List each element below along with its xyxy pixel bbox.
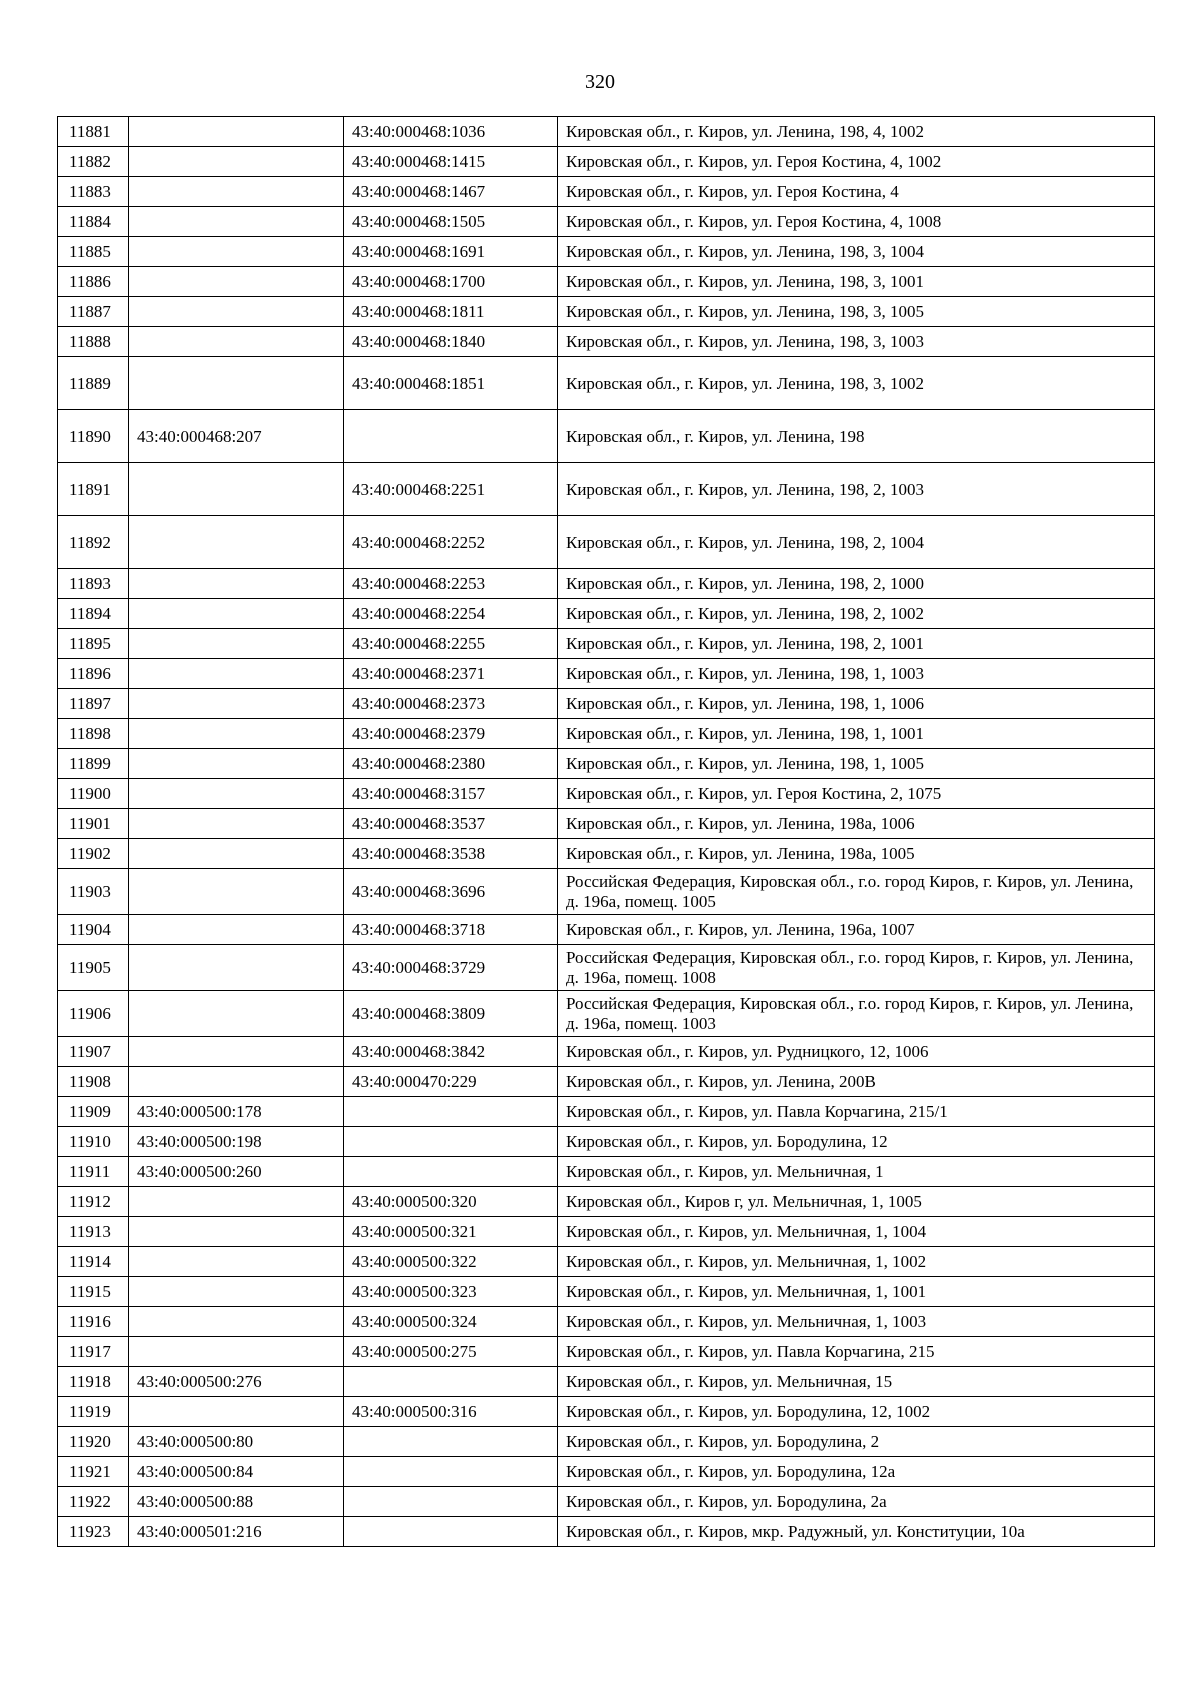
object-cadastral-number-cell bbox=[344, 1457, 558, 1487]
land-cadastral-number-cell bbox=[129, 177, 344, 207]
table-row bbox=[58, 779, 1155, 809]
table-row bbox=[58, 1067, 1155, 1097]
row-number-cell: 11916 bbox=[58, 1307, 129, 1337]
table-row bbox=[58, 689, 1155, 719]
address-cell: Кировская обл., г. Киров, мкр. Радужный, ул. Конституции, 10а bbox=[558, 1517, 1155, 1547]
land-cadastral-number-cell bbox=[129, 1337, 344, 1367]
address-cell: Кировская обл., г. Киров, ул. Ленина, 198, 3, 1005 bbox=[558, 297, 1155, 327]
object-cadastral-number-cell: 43:40:000500:321 bbox=[344, 1217, 558, 1247]
land-cadastral-number-cell bbox=[129, 719, 344, 749]
land-cadastral-number-cell bbox=[129, 1397, 344, 1427]
row-number-cell: 11908 bbox=[58, 1067, 129, 1097]
row-number-cell: 11891 bbox=[58, 463, 129, 516]
table-row bbox=[58, 1487, 1155, 1517]
row-number-cell: 11923 bbox=[58, 1517, 129, 1547]
object-cadastral-number-cell: 43:40:000470:229 bbox=[344, 1067, 558, 1097]
object-cadastral-number-cell bbox=[344, 1487, 558, 1517]
address-cell: Кировская обл., г. Киров, ул. Мельничная, 1 bbox=[558, 1157, 1155, 1187]
land-cadastral-number-cell bbox=[129, 629, 344, 659]
table-row bbox=[58, 1127, 1155, 1157]
address-cell: Кировская обл., г. Киров, ул. Павла Корчагина, 215/1 bbox=[558, 1097, 1155, 1127]
registry-table bbox=[57, 116, 1155, 1547]
table-row bbox=[58, 1217, 1155, 1247]
object-cadastral-number-cell: 43:40:000468:3842 bbox=[344, 1037, 558, 1067]
object-cadastral-number-cell: 43:40:000468:3537 bbox=[344, 809, 558, 839]
table-row bbox=[58, 1277, 1155, 1307]
address-cell: Кировская обл., г. Киров, ул. Героя Костина, 4, 1002 bbox=[558, 147, 1155, 177]
table-row bbox=[58, 719, 1155, 749]
land-cadastral-number-cell: 43:40:000500:198 bbox=[129, 1127, 344, 1157]
table-row bbox=[58, 516, 1155, 569]
table-row bbox=[58, 1457, 1155, 1487]
address-cell: Кировская обл., Киров г, ул. Мельничная, 1, 1005 bbox=[558, 1187, 1155, 1217]
table-row bbox=[58, 1157, 1155, 1187]
address-cell: Кировская обл., г. Киров, ул. Мельничная, 1, 1001 bbox=[558, 1277, 1155, 1307]
object-cadastral-number-cell: 43:40:000468:1467 bbox=[344, 177, 558, 207]
row-number-cell: 11907 bbox=[58, 1037, 129, 1067]
address-cell: Кировская обл., г. Киров, ул. Мельничная, 1, 1002 bbox=[558, 1247, 1155, 1277]
object-cadastral-number-cell: 43:40:000468:2251 bbox=[344, 463, 558, 516]
row-number-cell: 11917 bbox=[58, 1337, 129, 1367]
object-cadastral-number-cell: 43:40:000468:1811 bbox=[344, 297, 558, 327]
row-number-cell: 11882 bbox=[58, 147, 129, 177]
table-row bbox=[58, 945, 1155, 991]
land-cadastral-number-cell: 43:40:000500:88 bbox=[129, 1487, 344, 1517]
address-cell: Кировская обл., г. Киров, ул. Героя Костина, 2, 1075 bbox=[558, 779, 1155, 809]
land-cadastral-number-cell bbox=[129, 779, 344, 809]
table-row bbox=[58, 1307, 1155, 1337]
address-cell: Кировская обл., г. Киров, ул. Ленина, 198а, 1006 bbox=[558, 809, 1155, 839]
table-row bbox=[58, 410, 1155, 463]
table-row bbox=[58, 915, 1155, 945]
land-cadastral-number-cell bbox=[129, 147, 344, 177]
address-cell: Кировская обл., г. Киров, ул. Ленина, 198, 2, 1004 bbox=[558, 516, 1155, 569]
land-cadastral-number-cell: 43:40:000500:84 bbox=[129, 1457, 344, 1487]
row-number-cell: 11905 bbox=[58, 945, 129, 991]
object-cadastral-number-cell: 43:40:000468:1415 bbox=[344, 147, 558, 177]
table-row bbox=[58, 1187, 1155, 1217]
address-cell: Кировская обл., г. Киров, ул. Ленина, 196а, 1007 bbox=[558, 915, 1155, 945]
object-cadastral-number-cell: 43:40:000500:322 bbox=[344, 1247, 558, 1277]
address-cell: Кировская обл., г. Киров, ул. Ленина, 198, 1, 1001 bbox=[558, 719, 1155, 749]
table-row bbox=[58, 659, 1155, 689]
row-number-cell: 11901 bbox=[58, 809, 129, 839]
address-cell: Кировская обл., г. Киров, ул. Ленина, 198, 3, 1003 bbox=[558, 327, 1155, 357]
row-number-cell: 11920 bbox=[58, 1427, 129, 1457]
object-cadastral-number-cell: 43:40:000500:323 bbox=[344, 1277, 558, 1307]
row-number-cell: 11909 bbox=[58, 1097, 129, 1127]
row-number-cell: 11900 bbox=[58, 779, 129, 809]
table-row bbox=[58, 991, 1155, 1037]
table-row bbox=[58, 1337, 1155, 1367]
land-cadastral-number-cell bbox=[129, 1247, 344, 1277]
land-cadastral-number-cell bbox=[129, 516, 344, 569]
address-cell: Кировская обл., г. Киров, ул. Бородулина, 12 bbox=[558, 1127, 1155, 1157]
page-number: 320 bbox=[585, 71, 615, 93]
land-cadastral-number-cell bbox=[129, 749, 344, 779]
land-cadastral-number-cell: 43:40:000468:207 bbox=[129, 410, 344, 463]
table-row bbox=[58, 869, 1155, 915]
table-row bbox=[58, 1367, 1155, 1397]
row-number-cell: 11906 bbox=[58, 991, 129, 1037]
row-number-cell: 11915 bbox=[58, 1277, 129, 1307]
land-cadastral-number-cell bbox=[129, 357, 344, 410]
address-cell: Кировская обл., г. Киров, ул. Ленина, 198, 4, 1002 bbox=[558, 117, 1155, 147]
object-cadastral-number-cell bbox=[344, 1127, 558, 1157]
land-cadastral-number-cell bbox=[129, 659, 344, 689]
row-number-cell: 11884 bbox=[58, 207, 129, 237]
row-number-cell: 11902 bbox=[58, 839, 129, 869]
row-number-cell: 11918 bbox=[58, 1367, 129, 1397]
land-cadastral-number-cell bbox=[129, 945, 344, 991]
land-cadastral-number-cell bbox=[129, 1277, 344, 1307]
row-number-cell: 11914 bbox=[58, 1247, 129, 1277]
address-cell: Российская Федерация, Кировская обл., г.о. город Киров, г. Киров, ул. Ленина, д. 196а, помещ. 1008 bbox=[558, 945, 1155, 991]
address-cell: Кировская обл., г. Киров, ул. Ленина, 198, 2, 1003 bbox=[558, 463, 1155, 516]
object-cadastral-number-cell: 43:40:000468:3718 bbox=[344, 915, 558, 945]
address-cell: Российская Федерация, Кировская обл., г.о. город Киров, г. Киров, ул. Ленина, д. 196а, помещ. 1003 bbox=[558, 991, 1155, 1037]
row-number-cell: 11919 bbox=[58, 1397, 129, 1427]
land-cadastral-number-cell bbox=[129, 237, 344, 267]
land-cadastral-number-cell bbox=[129, 297, 344, 327]
row-number-cell: 11895 bbox=[58, 629, 129, 659]
address-cell: Кировская обл., г. Киров, ул. Ленина, 198, 3, 1002 bbox=[558, 357, 1155, 410]
table-row bbox=[58, 357, 1155, 410]
row-number-cell: 11910 bbox=[58, 1127, 129, 1157]
object-cadastral-number-cell: 43:40:000500:316 bbox=[344, 1397, 558, 1427]
address-cell: Кировская обл., г. Киров, ул. Ленина, 198а, 1005 bbox=[558, 839, 1155, 869]
address-cell: Кировская обл., г. Киров, ул. Героя Костина, 4, 1008 bbox=[558, 207, 1155, 237]
row-number-cell: 11921 bbox=[58, 1457, 129, 1487]
object-cadastral-number-cell: 43:40:000468:2373 bbox=[344, 689, 558, 719]
object-cadastral-number-cell: 43:40:000468:1036 bbox=[344, 117, 558, 147]
row-number-cell: 11889 bbox=[58, 357, 129, 410]
address-cell: Кировская обл., г. Киров, ул. Ленина, 198, 2, 1000 bbox=[558, 569, 1155, 599]
row-number-cell: 11911 bbox=[58, 1157, 129, 1187]
table-row bbox=[58, 267, 1155, 297]
object-cadastral-number-cell: 43:40:000468:1700 bbox=[344, 267, 558, 297]
row-number-cell: 11894 bbox=[58, 599, 129, 629]
land-cadastral-number-cell bbox=[129, 1217, 344, 1247]
land-cadastral-number-cell bbox=[129, 267, 344, 297]
table-row bbox=[58, 1037, 1155, 1067]
land-cadastral-number-cell bbox=[129, 207, 344, 237]
row-number-cell: 11898 bbox=[58, 719, 129, 749]
address-cell: Кировская обл., г. Киров, ул. Ленина, 198, 2, 1001 bbox=[558, 629, 1155, 659]
row-number-cell: 11903 bbox=[58, 869, 129, 915]
table-row bbox=[58, 147, 1155, 177]
object-cadastral-number-cell: 43:40:000468:2254 bbox=[344, 599, 558, 629]
row-number-cell: 11888 bbox=[58, 327, 129, 357]
land-cadastral-number-cell bbox=[129, 117, 344, 147]
object-cadastral-number-cell: 43:40:000468:3809 bbox=[344, 991, 558, 1037]
table-row bbox=[58, 117, 1155, 147]
land-cadastral-number-cell: 43:40:000500:178 bbox=[129, 1097, 344, 1127]
object-cadastral-number-cell: 43:40:000500:275 bbox=[344, 1337, 558, 1367]
row-number-cell: 11922 bbox=[58, 1487, 129, 1517]
land-cadastral-number-cell bbox=[129, 991, 344, 1037]
object-cadastral-number-cell: 43:40:000468:2371 bbox=[344, 659, 558, 689]
land-cadastral-number-cell bbox=[129, 463, 344, 516]
land-cadastral-number-cell bbox=[129, 569, 344, 599]
object-cadastral-number-cell bbox=[344, 1427, 558, 1457]
object-cadastral-number-cell: 43:40:000468:1505 bbox=[344, 207, 558, 237]
row-number-cell: 11912 bbox=[58, 1187, 129, 1217]
object-cadastral-number-cell: 43:40:000468:1691 bbox=[344, 237, 558, 267]
address-cell: Кировская обл., г. Киров, ул. Ленина, 198, 1, 1003 bbox=[558, 659, 1155, 689]
table-row bbox=[58, 569, 1155, 599]
object-cadastral-number-cell: 43:40:000468:2252 bbox=[344, 516, 558, 569]
land-cadastral-number-cell: 43:40:000500:80 bbox=[129, 1427, 344, 1457]
object-cadastral-number-cell: 43:40:000468:1840 bbox=[344, 327, 558, 357]
row-number-cell: 11913 bbox=[58, 1217, 129, 1247]
row-number-cell: 11886 bbox=[58, 267, 129, 297]
object-cadastral-number-cell bbox=[344, 1097, 558, 1127]
table-row bbox=[58, 629, 1155, 659]
object-cadastral-number-cell: 43:40:000468:2253 bbox=[344, 569, 558, 599]
address-cell: Кировская обл., г. Киров, ул. Мельничная, 1, 1003 bbox=[558, 1307, 1155, 1337]
object-cadastral-number-cell: 43:40:000468:2380 bbox=[344, 749, 558, 779]
address-cell: Кировская обл., г. Киров, ул. Бородулина, 12а bbox=[558, 1457, 1155, 1487]
address-cell: Кировская обл., г. Киров, ул. Бородулина, 12, 1002 bbox=[558, 1397, 1155, 1427]
row-number-cell: 11887 bbox=[58, 297, 129, 327]
land-cadastral-number-cell: 43:40:000500:260 bbox=[129, 1157, 344, 1187]
address-cell: Кировская обл., г. Киров, ул. Героя Костина, 4 bbox=[558, 177, 1155, 207]
address-cell: Кировская обл., г. Киров, ул. Павла Корчагина, 215 bbox=[558, 1337, 1155, 1367]
object-cadastral-number-cell: 43:40:000468:3538 bbox=[344, 839, 558, 869]
table-row bbox=[58, 297, 1155, 327]
land-cadastral-number-cell: 43:40:000500:276 bbox=[129, 1367, 344, 1397]
address-cell: Кировская обл., г. Киров, ул. Бородулина, 2 bbox=[558, 1427, 1155, 1457]
table-row bbox=[58, 1517, 1155, 1547]
land-cadastral-number-cell: 43:40:000501:216 bbox=[129, 1517, 344, 1547]
table-row bbox=[58, 207, 1155, 237]
address-cell: Кировская обл., г. Киров, ул. Ленина, 198 bbox=[558, 410, 1155, 463]
row-number-cell: 11897 bbox=[58, 689, 129, 719]
land-cadastral-number-cell bbox=[129, 839, 344, 869]
address-cell: Кировская обл., г. Киров, ул. Ленина, 198, 1, 1005 bbox=[558, 749, 1155, 779]
address-cell: Кировская обл., г. Киров, ул. Ленина, 200В bbox=[558, 1067, 1155, 1097]
registry-table-body bbox=[58, 117, 1155, 1547]
object-cadastral-number-cell: 43:40:000468:3157 bbox=[344, 779, 558, 809]
table-row bbox=[58, 463, 1155, 516]
row-number-cell: 11890 bbox=[58, 410, 129, 463]
table-row bbox=[58, 1247, 1155, 1277]
object-cadastral-number-cell: 43:40:000500:324 bbox=[344, 1307, 558, 1337]
land-cadastral-number-cell bbox=[129, 1307, 344, 1337]
row-number-cell: 11892 bbox=[58, 516, 129, 569]
row-number-cell: 11881 bbox=[58, 117, 129, 147]
table-row bbox=[58, 809, 1155, 839]
table-row bbox=[58, 1427, 1155, 1457]
land-cadastral-number-cell bbox=[129, 915, 344, 945]
row-number-cell: 11904 bbox=[58, 915, 129, 945]
address-cell: Кировская обл., г. Киров, ул. Ленина, 198, 3, 1004 bbox=[558, 237, 1155, 267]
object-cadastral-number-cell: 43:40:000500:320 bbox=[344, 1187, 558, 1217]
object-cadastral-number-cell: 43:40:000468:2255 bbox=[344, 629, 558, 659]
address-cell: Российская Федерация, Кировская обл., г.о. город Киров, г. Киров, ул. Ленина, д. 196а, помещ. 1005 bbox=[558, 869, 1155, 915]
object-cadastral-number-cell: 43:40:000468:3729 bbox=[344, 945, 558, 991]
row-number-cell: 11885 bbox=[58, 237, 129, 267]
object-cadastral-number-cell bbox=[344, 1367, 558, 1397]
address-cell: Кировская обл., г. Киров, ул. Рудницкого, 12, 1006 bbox=[558, 1037, 1155, 1067]
object-cadastral-number-cell: 43:40:000468:1851 bbox=[344, 357, 558, 410]
object-cadastral-number-cell bbox=[344, 1517, 558, 1547]
address-cell: Кировская обл., г. Киров, ул. Мельничная, 1, 1004 bbox=[558, 1217, 1155, 1247]
address-cell: Кировская обл., г. Киров, ул. Бородулина, 2а bbox=[558, 1487, 1155, 1517]
table-row bbox=[58, 839, 1155, 869]
table-row bbox=[58, 177, 1155, 207]
land-cadastral-number-cell bbox=[129, 1187, 344, 1217]
table-row bbox=[58, 1097, 1155, 1127]
object-cadastral-number-cell bbox=[344, 410, 558, 463]
row-number-cell: 11899 bbox=[58, 749, 129, 779]
land-cadastral-number-cell bbox=[129, 599, 344, 629]
land-cadastral-number-cell bbox=[129, 809, 344, 839]
row-number-cell: 11883 bbox=[58, 177, 129, 207]
table-row bbox=[58, 237, 1155, 267]
object-cadastral-number-cell bbox=[344, 1157, 558, 1187]
land-cadastral-number-cell bbox=[129, 1037, 344, 1067]
land-cadastral-number-cell bbox=[129, 1067, 344, 1097]
table-row bbox=[58, 1397, 1155, 1427]
row-number-cell: 11893 bbox=[58, 569, 129, 599]
table-row bbox=[58, 749, 1155, 779]
object-cadastral-number-cell: 43:40:000468:2379 bbox=[344, 719, 558, 749]
row-number-cell: 11896 bbox=[58, 659, 129, 689]
land-cadastral-number-cell bbox=[129, 869, 344, 915]
address-cell: Кировская обл., г. Киров, ул. Ленина, 198, 2, 1002 bbox=[558, 599, 1155, 629]
object-cadastral-number-cell: 43:40:000468:3696 bbox=[344, 869, 558, 915]
table-row bbox=[58, 327, 1155, 357]
land-cadastral-number-cell bbox=[129, 689, 344, 719]
address-cell: Кировская обл., г. Киров, ул. Ленина, 198, 3, 1001 bbox=[558, 267, 1155, 297]
land-cadastral-number-cell bbox=[129, 327, 344, 357]
address-cell: Кировская обл., г. Киров, ул. Мельничная, 15 bbox=[558, 1367, 1155, 1397]
table-row bbox=[58, 599, 1155, 629]
address-cell: Кировская обл., г. Киров, ул. Ленина, 198, 1, 1006 bbox=[558, 689, 1155, 719]
